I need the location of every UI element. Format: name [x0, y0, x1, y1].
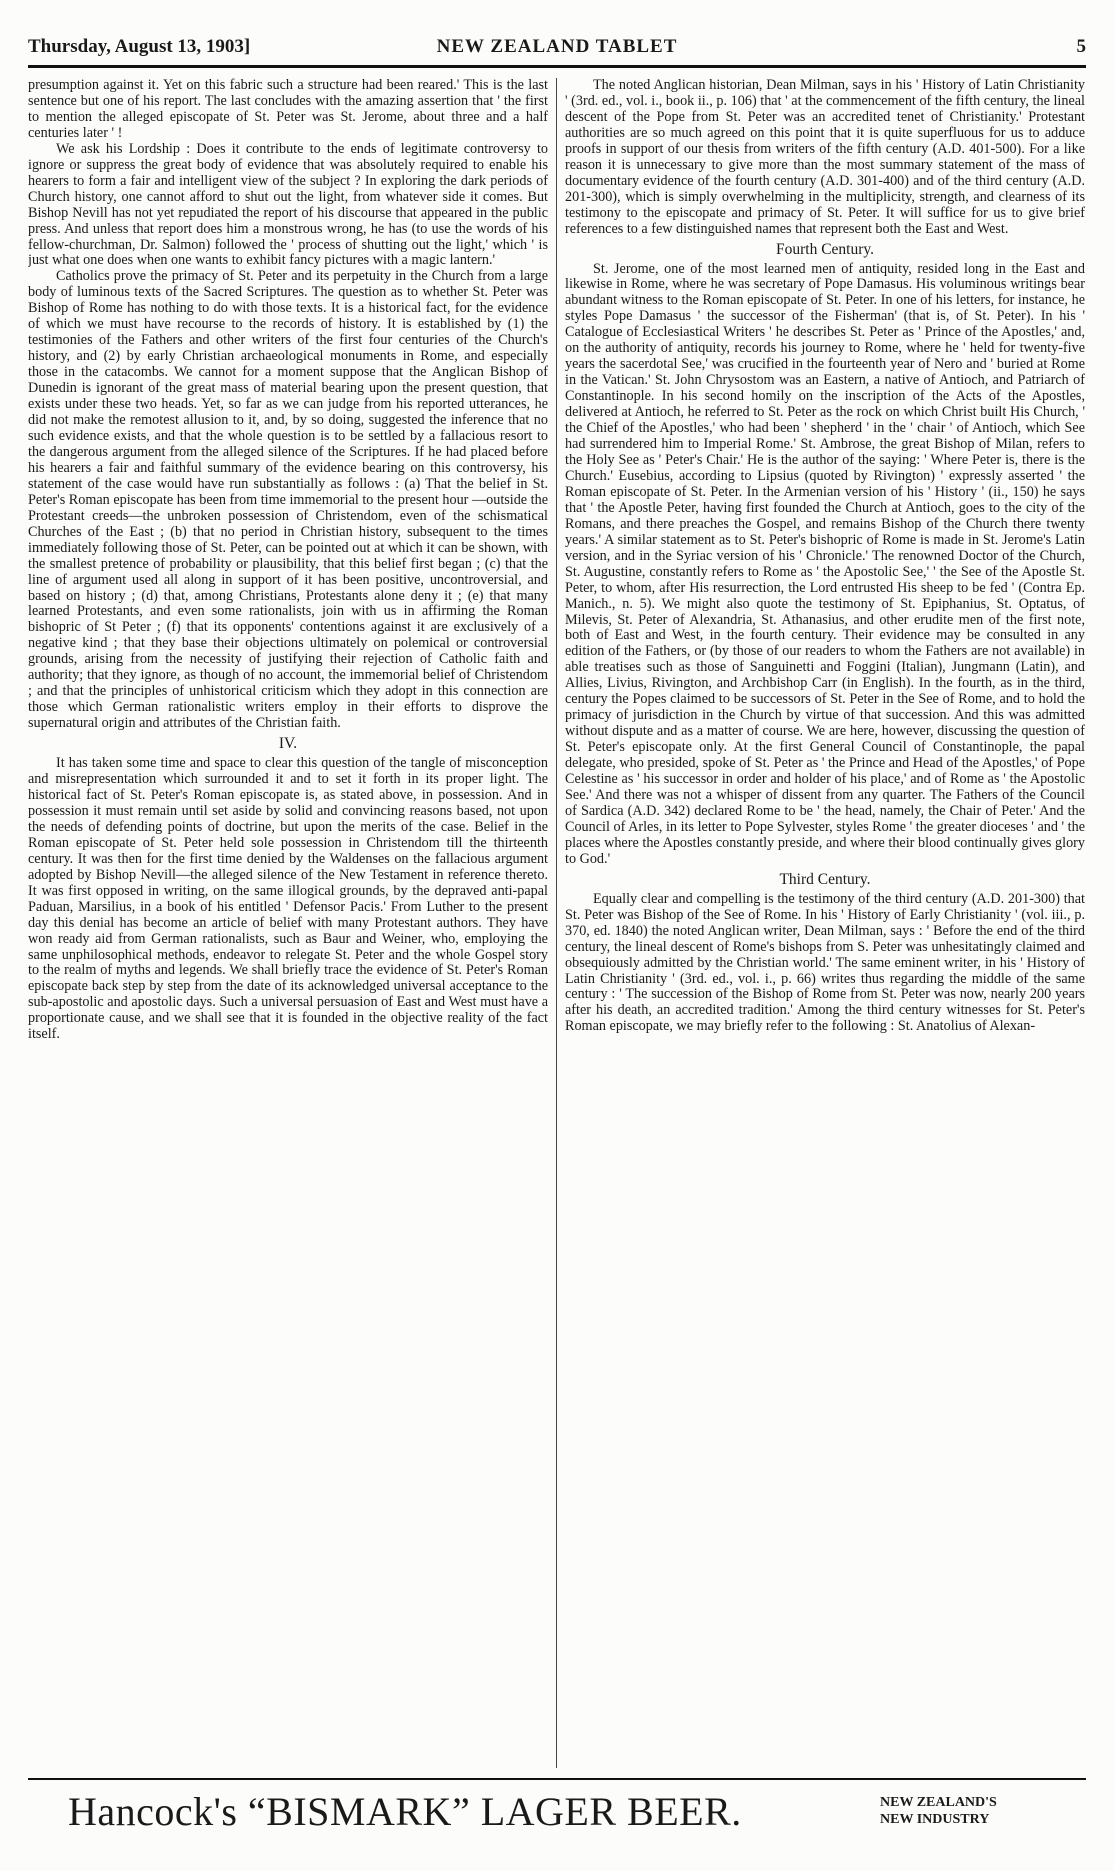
article-paragraph: St. Jerome, one of the most learned men of antiquity, resided long in the East and likewise in Rome, where he was secretary of Pope Damasus. His voluminous writings bear abundant witness to the Roman episcopate of St. Peter. In one of his letters, for instance, he styles Pope Damasus ' the successor of the Fisherman' (that is, of St. Peter). In his ' Catalogue of Ecclesiastical Writers ' he describes St. Peter as ' Prince of the Apostles,' and, on the authority of antiquity, records his journey to Rome, where he ' held for twenty-five years the sacerdotal See,' was crucified in the fourteenth year of Nero and ' buried at Rome in the Vatican.' St. John Chrysostom was an Eastern, a native of Antioch, and Patriarch of Constantinople. In his second homily on the inscription of the Acts of the Apostles, delivered at Antioch, he referred to St. Peter as the rock on which Christ built His Church, ' the Chief of the Apostles,' who had been ' shepherd ' in the ' chair ' of Antioch, which See had surrendered him to Imperial Rome.' St. Ambrose, the great Bishop of Milan, refers to the Holy See as ' Peter's Chair.' He is the author of the saying: ' Where Peter is, there is the Church.' Eusebius, according to Lipsius (quoted by Rivington) ' expressly asserted ' the Roman episcopate of St. Peter. In the Armenian version of his ' History ' (ii., 150) he says that ' the Apostle Peter, having first founded the Church at Antioch, goes to the city of the Romans, and there preaches the Gospel, and remains Bishop of the Church there twenty years.' A similar statement as to St. Peter's bishopric of Rome is made in St. Jerome's Latin version, and in the Syriac version of his ' Chronicle.' The renowned Doctor of the Church, St. Augustine, constantly refers to Rome as ' the Apostolic See,' ' the See of the Apostle St. Peter, to whom, after His resurrection, the Lord entrusted His sheep to be fed ' (Contra Ep. Manich., n. 5). We might also quote the testimony of St. Epiphanius, St. Optatus, of Milevis, St. Peter of Alexandria, St. Athanasius, and other erudite men of the first note, both of East and West, in the fourth century. Their evidence may be consulted in any edition of the Fathers, or (by those of our readers to whom the Fathers are not available) in able treatises such as those of Sanguinetti and Foggini (Italian), Jungmann (Latin), and Allies, Livius, Rivington, and Archbishop Carr (in English). In the fourth, as in the third, century the Popes claimed to be successors of St. Peter in the See of Rome, and to hold the primacy of jurisdiction in the Church by virtue of that succession. And this was admitted without dispute and as a matter of course. We are here, however, discussing the question of St. Peter's episcopate only. At the first General Council of Constantinople, the papal delegate, who presided, spoke of St. Peter as ' the Prince and Head of the Apostles,' of Pope Celestine as ' his successor in order and holder of his place,' and of Rome as ' the Apostolic See.' And there was not a whisper of dissent from any quarter. The Fathers of the Council of Sardica (A.D. 342) declared Rome to be ' the head, namely, the Chair of Peter.' And the Council of Arles, in its letter to Pope Sylvester, styles Rome ' the greater dioceses ' and ' the places where the Apostles constantly preside, and where their blood continually gives glory to God.'	[565, 260, 1085, 867]
column-divider	[556, 78, 557, 1768]
article-paragraph: We ask his Lordship : Does it contribute to the ends of legitimate controversy to ignore or suppress the great body of evidence that was absolutely required to enable his hearers to form a fair and intelligent view of the subject ? In exploring the dark periods of Church history, one cannot afford to shut out the light, from whatever side it comes. But Bishop Nevill has not yet repudiated the report of his discourse that appeared in the public press. And unless that report does him a monstrous wrong, he has (to use the words of his fellow-churchman, Dr. Salmon) followed the ' process of shutting out the light,' which ' is just what one does when one wants to exhibit fancy pictures with a magic lantern.'	[28, 140, 548, 269]
right-column	[565, 78, 1085, 1758]
section-heading-fourth-century: Fourth Century.	[775, 240, 875, 258]
section-heading-third-century: Third Century.	[779, 870, 871, 888]
article-paragraph: presumption against it. Yet on this fabric such a structure had been reared.' This is the last sentence but one of his report. The last concludes with the amazing assertion that ' the first to mention the alleged episcopate of St. Peter was St. Jerome, about three and a half centuries later ' !	[28, 78, 548, 141]
article-paragraph: Equally clear and compelling is the testimony of the third century (A.D. 201-300) that St. Peter was Bishop of the See of Rome. In his ' History of Early Christianity ' (vol. iii., p. 370, ed. 1840) the noted Anglican writer, Dean Milman, says : ' Before the end of the third century, the lineal descent of Rome's bishops from S. Peter was unhesitatingly claimed and obsequiously admitted by the Christian world.' The same eminent writer, in his ' History of Latin Christianity ' (3rd. ed., vol. i., p. 66) writes thus regarding the middle of the same century : ' The succession of the Bishop of Rome from St. Peter was now, nearly 200 years after his death, an accredited tradition.' Among the third century witnesses for St. Peter's Roman episcopate, we may briefly refer to the following : St. Anatolius of Alexan-	[565, 890, 1085, 1035]
newspaper-page	[28, 0, 1086, 1871]
masthead-title: NEW ZEALAND TABLET	[436, 36, 678, 57]
header-rule	[28, 65, 1086, 68]
section-heading: IV.	[278, 735, 298, 753]
advertisement-text: Hancock's “BISMARK” LAGER BEER.	[68, 1789, 742, 1834]
article-paragraph: Catholics prove the primacy of St. Peter and its perpetuity in the Church from a large body of luminous texts of the Sacred Scriptures. The question as to whether St. Peter was Bishop of Rome has nothing to do with those texts. It is a historical fact, for the evidence of which we must have recourse to the records of history. It is established by (1) the testimonies of the Fathers and other writers of the first four centuries of the Church's history, and (2) by early Christian archaeological monuments in Rome, and especially those in the catacombs. We cannot for a moment suppose that the Anglican Bishop of Dunedin is ignorant of the great mass of material bearing upon the present question, that exists under these two heads. Yet, so far as we can judge from his reported utterances, he did not make the remotest allusion to it, and, by so doing, suggested the inference that no such evidence exists, and that the whole question is to be settled by a fallacious resort to the dangerous argument from the alleged silence of the Scriptures. If he had placed before his hearers a fair and faithful summary of the evidence bearing on this controversy, his statement of the case would have run substantially as follows : (a) That the belief in St. Peter's Roman episcopate has been from time immemorial to the present hour —outside the Protestant creeds—the unbroken possession of Christendom, even of the schismatical Churches of the East ; (b) that no period in Christian history, subsequent to the times immediately following those of St. Peter, can be pointed out at which it can be shown, with the smallest pretence of probability or plausibility, that this belief first began ; (c) that the line of argument used all along in support of it has been positive, uncontroversial, and based on history ; (d) that, among Christians, Protestants alone deny it ; (e) that many learned Protestants, and even some rationalists, join with us in affirming the Roman bishopric of St Peter ; (f) that its opponents' contentions against it are exclusively of a negative kind ; that they base their objections ultimately on polemical or controversial grounds, arising from the necessity of justifying their rejection of Catholic faith and authority; that they ignore, as though of no account, the immemorial belief of Christendom ; and that the principles of unhistorical criticism which they adopt in this connection are those which German rationalistic writers employ in their efforts to disprove the supernatural origin and attributes of the Christian faith.	[28, 268, 548, 732]
tagline-line-1: NEW ZEALAND'S	[880, 1795, 997, 1810]
left-column	[28, 78, 548, 1758]
article-paragraph: It has taken some time and space to clear this question of the tangle of misconception and misrepresentation which surrounded it and to set it forth in its proper light. The historical fact of St. Peter's Roman episcopate is, as stated above, in possession. And in possession it must remain until set aside by solid and convincing reasons based, not upon the needs of defending points of doctrine, but upon the merits of the case. Belief in the Roman episcopate of St. Peter held sole possession in Christendom till the thirteenth century. It was then for the first time denied by the Waldenses on the fallacious argument adopted by Bishop Nevill—the alleged silence of the New Testament in reference thereto. It was first opposed in writing, on the same illogical grounds, by the depraved anti-papal Paduan, Marsilius, in a book of his entitled ' Defensor Pacis.' From Luther to the present day this denial has become an article of belief with many Protestant authors. They have won ready aid from German rationalists, such as Baur and Weiner, who, employing the same unphilosophical methods, endeavor to relegate St. Peter and the whole Gospel story to the realm of myths and legends. We shall briefly trace the evidence of St. Peter's Roman episcopate back step by step from the date of its acknowledged universal acceptance to the sub-apostolic and apostolic days. Such a universal persuasion of East and West must have a proportionate cause, and we shall see that it is founded in the objective reality of the fact itself.	[28, 755, 548, 1043]
page-number: 5	[1076, 36, 1086, 57]
tagline-line-2: NEW INDUSTRY	[880, 1812, 990, 1827]
page-header	[28, 36, 1086, 62]
footer-rule	[28, 1778, 1086, 1780]
advertisement-tagline	[880, 1794, 997, 1828]
issue-date: Thursday, August 13, 1903]	[28, 36, 251, 57]
advertisement-banner	[28, 1784, 1086, 1844]
article-paragraph: The noted Anglican historian, Dean Milman, says in his ' History of Latin Christianity ' (3rd. ed., vol. i., book ii., p. 106) that ' at the commencement of the fifth century, the lineal descent of the Pope from St. Peter was an accredited tenet of Christianity.' Protestant authorities are so much agreed on this point that it is quite superfluous for us to adduce proofs in support of our thesis from writers of the fifth century (A.D. 401-500). For a like reason it is unnecessary to give more than the most summary statement of the mass of documentary evidence of the fourth century (A.D. 301-400) and of the third century (A.D. 201-300), which is simply overwhelming in the multiplicity, strength, and clearness of its testimony to the episcopate and primacy of St. Peter. It will suffice for us to give brief references to a few distinguished names that represent both the East and West.	[565, 78, 1085, 237]
